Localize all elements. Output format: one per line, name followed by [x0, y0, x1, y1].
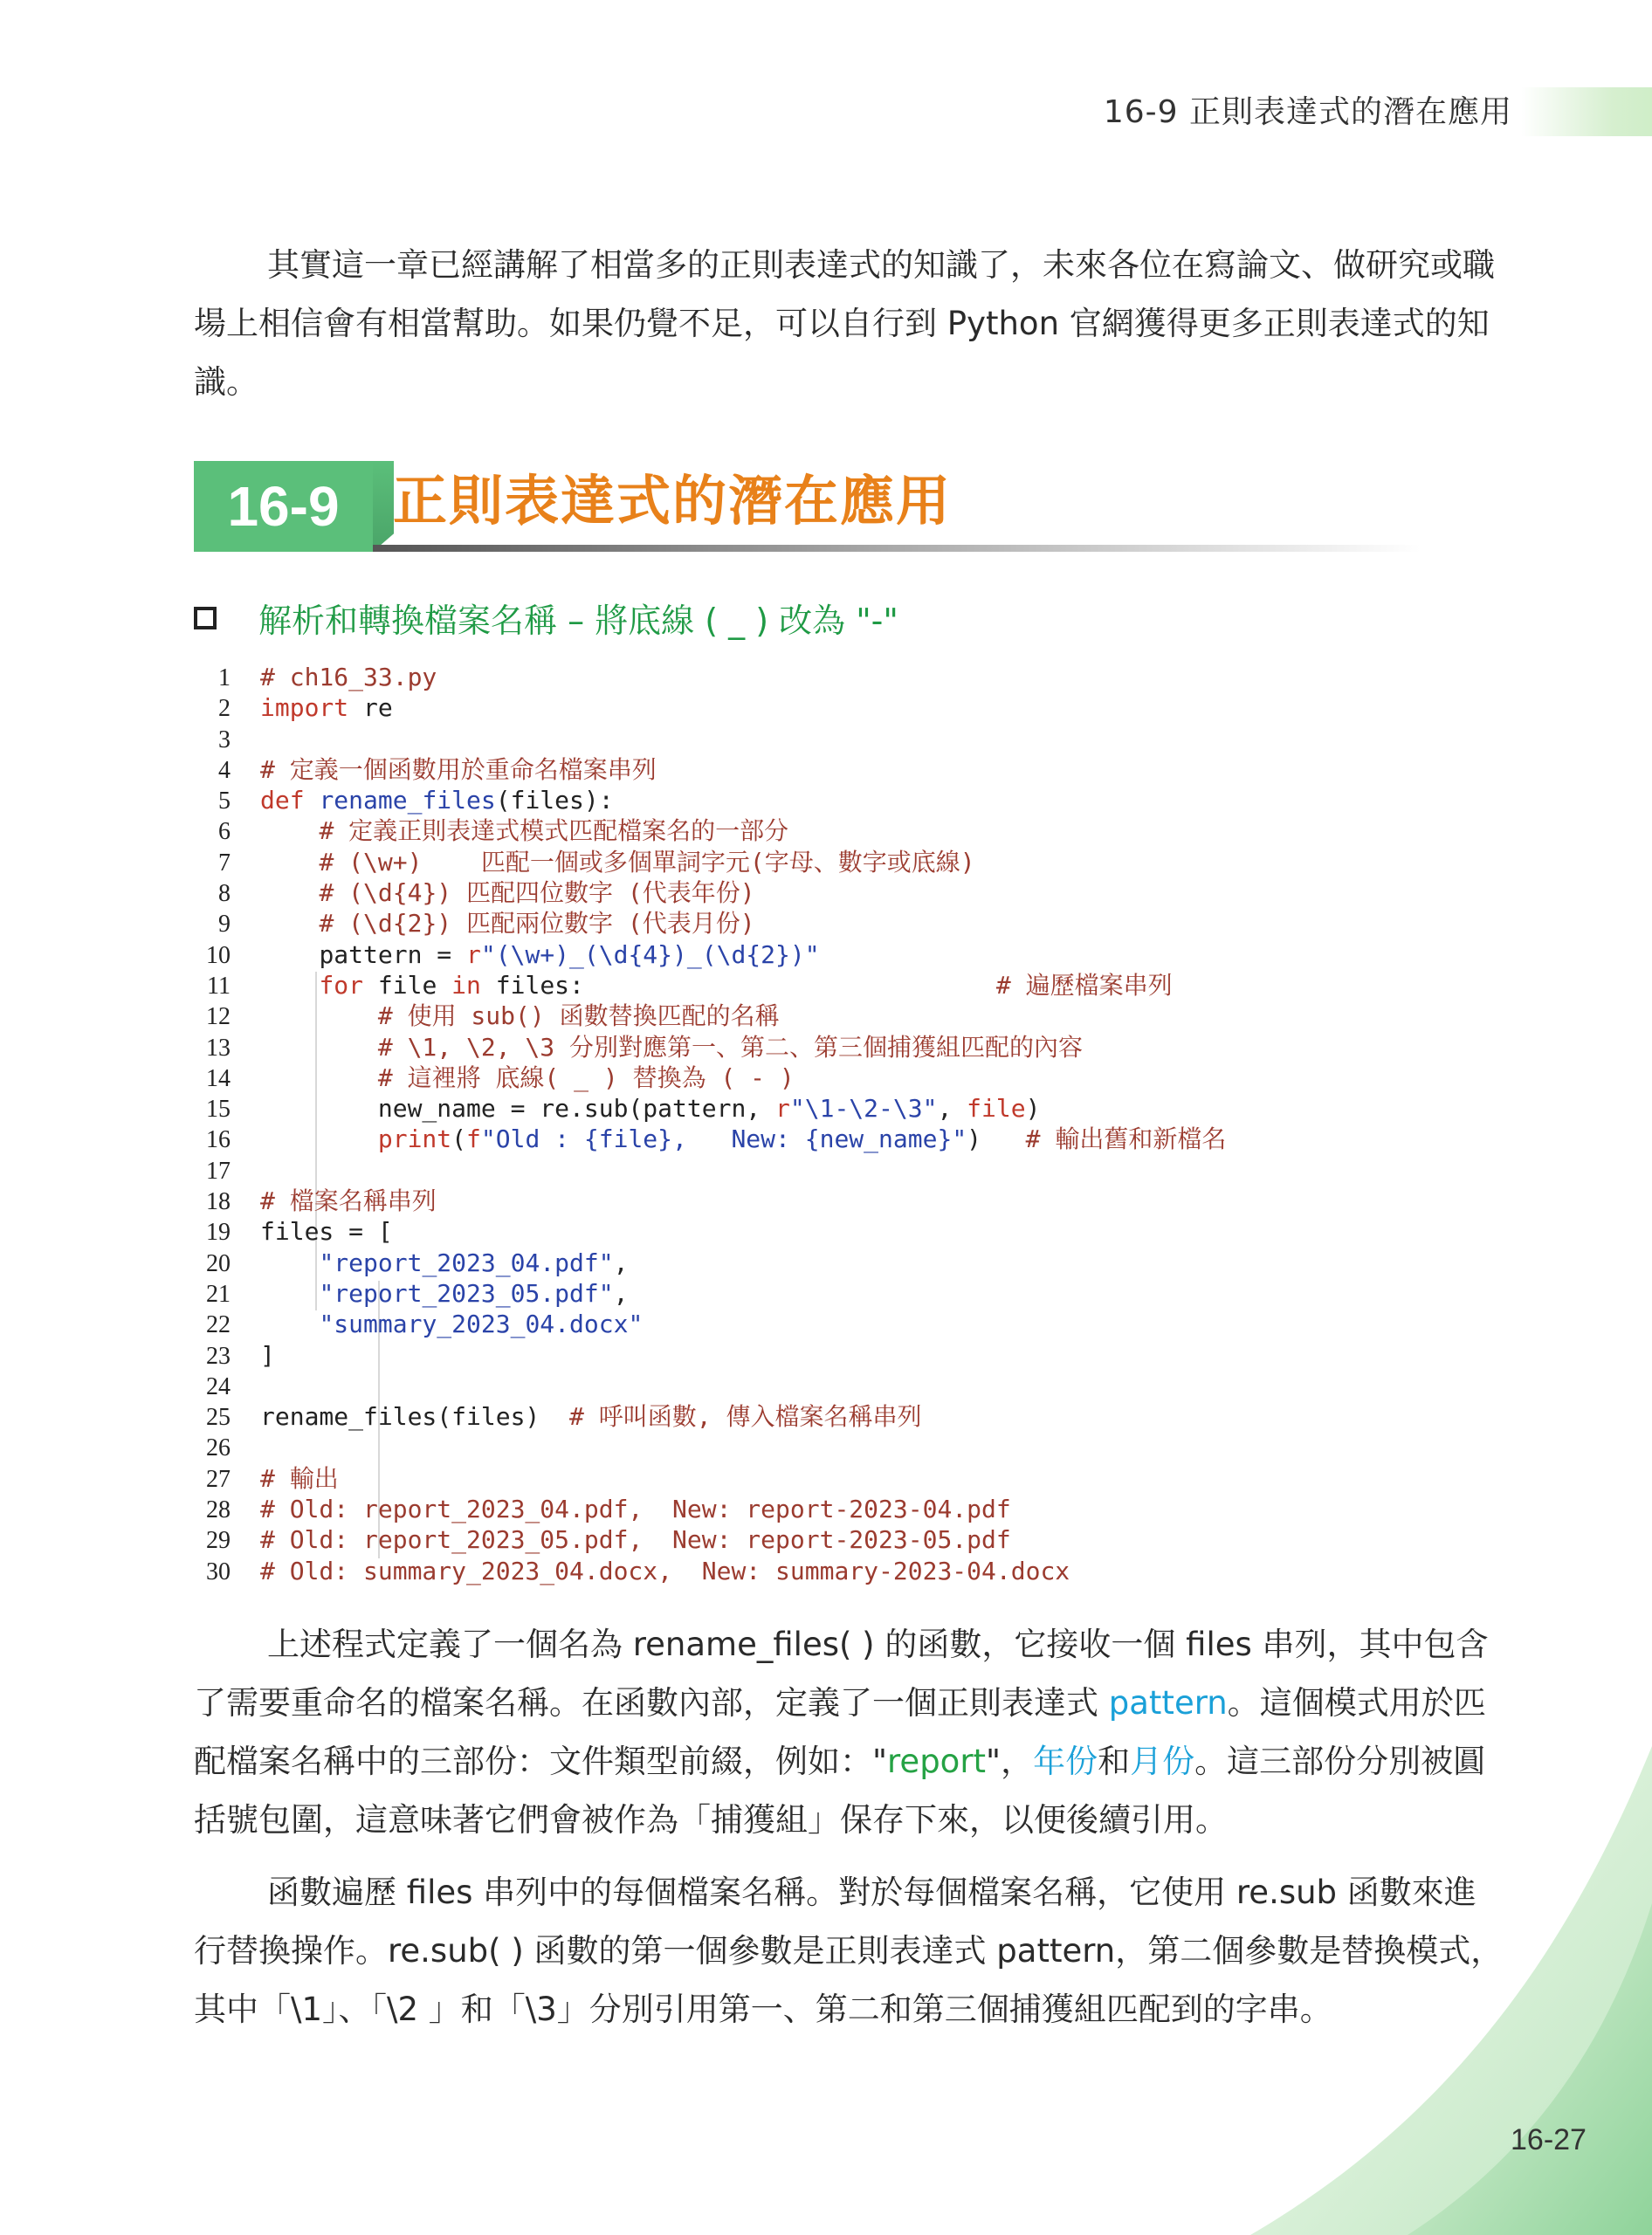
code-token: "report_2023_04.pdf" — [319, 1248, 614, 1277]
code-indent — [260, 1033, 378, 1062]
line-number: 20 — [206, 1249, 231, 1277]
code-indent — [260, 1094, 378, 1123]
line-number: 16 — [206, 1126, 231, 1154]
code-token: pattern = — [319, 939, 467, 969]
running-header: 16-9 正則表達式的潛在應用 — [1103, 94, 1512, 130]
code-token: # (\d{2}) 匹配兩位數字 (代表月份) — [319, 909, 755, 939]
code-line — [194, 1524, 1504, 1555]
code-line — [194, 692, 1504, 723]
code-line — [194, 1432, 1504, 1462]
section-underline — [373, 545, 1421, 552]
code-indent — [260, 971, 319, 1000]
section-heading — [194, 461, 1224, 552]
code-token: # Old: summary_2023_04.docx, New: summary-2023-04.docx — [260, 1556, 1070, 1585]
code-line — [194, 1093, 1504, 1124]
section-title: 正則表達式的潛在應用 — [393, 469, 953, 533]
code-token: ] — [260, 1340, 275, 1370]
code-token: "\1-\2-\3" — [789, 1094, 938, 1124]
line-number: 13 — [206, 1034, 231, 1062]
code-token: "report_2023_05.pdf" — [319, 1278, 614, 1308]
line-number: 24 — [206, 1372, 231, 1400]
code-token: # (\w+) 匹配一個或多個單詞字元(字母、數字或底線) — [319, 847, 975, 877]
code-line — [194, 1494, 1504, 1524]
code-line — [194, 662, 1504, 692]
code-line — [194, 1186, 1504, 1216]
code-indent — [260, 1310, 319, 1338]
code-line — [194, 754, 1504, 785]
code-indent — [260, 1248, 319, 1277]
line-number: 25 — [206, 1404, 231, 1432]
code-token: # 輸出 — [260, 1463, 339, 1493]
code-token: # (\d{4}) 匹配四位數字 (代表年份) — [319, 878, 755, 908]
code-line — [194, 724, 1504, 754]
code-token: # 定義一個函數用於重命名檔案串列 — [260, 754, 657, 784]
code-indent — [260, 909, 319, 938]
line-number: 4 — [218, 756, 231, 784]
para1-text: 。這三部份分別被圓括號包圍，這意味著它們會被作為「捕獲組」保存下來，以便後續引用。 — [194, 1743, 1486, 1839]
code-line — [194, 1155, 1504, 1186]
code-token: re — [348, 693, 393, 723]
line-number: 5 — [218, 787, 231, 815]
code-line — [194, 847, 1504, 877]
code-indent — [260, 1001, 378, 1030]
code-token: # Old: report_2023_04.pdf, New: report-2023-04.pdf — [260, 1495, 1011, 1524]
line-number: 10 — [206, 941, 231, 969]
code-line — [194, 1001, 1504, 1031]
line-number: 12 — [206, 1003, 231, 1031]
code-token: rename_files(files) — [260, 1402, 570, 1432]
line-number: 9 — [218, 911, 231, 939]
code-listing — [194, 662, 1504, 1586]
code-indent — [260, 848, 319, 877]
code-line — [194, 1216, 1504, 1247]
code-line — [194, 877, 1504, 908]
code-token: files = [ — [260, 1217, 393, 1247]
subheading — [194, 594, 898, 642]
code-line — [194, 908, 1504, 939]
code-token: ( — [451, 1124, 467, 1154]
code-token: r — [775, 1094, 790, 1124]
code-line — [194, 1278, 1504, 1309]
explanation-paragraph-2: 函數遍歷 files 串列中的每個檔案名稱。對於每個檔案名稱，它使用 re.sub 函數來進行替換操作。re.sub( ) 函數的第一個參數是正則表達式 pattern，第二個參數是替換模式，其中「\1」、「\2 」和「\3」分別引用第一、第二和第三個捕獲組匹配到的字串。 — [194, 1874, 1504, 2028]
code-token: # 使用 sub() 函數替換匹配的名稱 — [377, 1001, 780, 1031]
code-line — [194, 939, 1504, 970]
line-number: 26 — [206, 1434, 231, 1462]
line-number: 14 — [206, 1064, 231, 1092]
code-token: print — [377, 1124, 452, 1154]
code-line — [194, 1032, 1504, 1062]
code-token: ) — [967, 1124, 1026, 1154]
pattern-highlight: pattern — [1108, 1684, 1228, 1722]
code-indent — [260, 1279, 319, 1308]
code-token: "Old : {file}, New: {new_name}" — [480, 1124, 967, 1154]
code-line — [194, 1463, 1504, 1494]
section-number-badge: 16-9 — [194, 461, 373, 552]
code-line — [194, 1248, 1504, 1278]
checkbox-bullet-icon — [194, 607, 217, 629]
code-token: rename_files — [319, 786, 496, 815]
line-number: 1 — [218, 664, 231, 691]
line-number: 7 — [218, 849, 231, 877]
line-number: 18 — [206, 1188, 231, 1216]
code-token: # Old: report_2023_05.pdf, New: report-2023-05.pdf — [260, 1525, 1011, 1555]
code-indent — [260, 816, 319, 845]
code-line — [194, 1401, 1504, 1432]
code-token: (files): — [495, 786, 614, 815]
code-token: , — [613, 1248, 629, 1277]
line-number: 6 — [218, 818, 231, 846]
code-token: , — [937, 1094, 967, 1124]
line-number: 3 — [218, 726, 231, 753]
code-token: in — [451, 970, 481, 1000]
line-number: 27 — [206, 1465, 231, 1493]
line-number: 28 — [206, 1496, 231, 1524]
code-token: , — [613, 1278, 629, 1308]
code-token: f — [466, 1124, 481, 1154]
report-highlight: report — [887, 1743, 987, 1780]
code-token: new_name = re.sub(pattern, — [377, 1094, 776, 1124]
code-line — [194, 1556, 1504, 1586]
para1-text: 和 — [1098, 1743, 1131, 1780]
code-token: ) — [1025, 1094, 1041, 1124]
code-token: # 這裡將 底線( _ ) 替換為 ( - ) — [377, 1062, 795, 1092]
code-line — [194, 815, 1504, 846]
code-token: import — [260, 693, 349, 723]
line-number: 8 — [218, 880, 231, 908]
code-indent — [260, 1063, 378, 1092]
line-number: 22 — [206, 1311, 231, 1339]
code-token: # 檔案名稱串列 — [260, 1186, 437, 1216]
subheading-text: 解析和轉換檔案名稱 – 將底線 ( _ ) 改為 "-" — [258, 602, 898, 640]
code-token: "(\w+)_(\d{4})_(\d{2})" — [480, 939, 820, 969]
code-token: def — [260, 786, 305, 815]
month-highlight: 月份 — [1130, 1743, 1195, 1780]
code-token: file — [967, 1094, 1026, 1124]
code-token: # 輸出舊和新檔名 — [1025, 1124, 1227, 1154]
code-indent — [260, 1124, 378, 1153]
code-indent — [260, 940, 319, 969]
code-token: file — [363, 970, 452, 1000]
code-line — [194, 1124, 1504, 1154]
code-token: # \1, \2, \3 分別對應第一、第二、第三個捕獲組匹配的內容 — [377, 1032, 1084, 1062]
line-number: 11 — [207, 972, 231, 1000]
code-token: "summary_2023_04.docx" — [319, 1310, 644, 1339]
line-number: 15 — [206, 1096, 231, 1124]
year-highlight: 年份 — [1033, 1743, 1098, 1780]
code-token: r — [466, 939, 481, 969]
header-tab-decoration — [1521, 87, 1652, 136]
code-token: # 定義正則表達式模式匹配檔案名的一部分 — [319, 816, 789, 846]
para1-text: 。這個模式用於匹配檔案名稱中的三部份：文件類型前綴，例如：" — [194, 1684, 1486, 1780]
code-line — [194, 1309, 1504, 1339]
code-token: for — [319, 970, 364, 1000]
code-token: files: — [480, 970, 996, 1000]
code-indent — [260, 878, 319, 907]
code-token: # ch16_33.py — [260, 663, 437, 691]
code-token: # 遍歷檔案串列 — [995, 970, 1173, 1000]
line-number: 21 — [206, 1280, 231, 1308]
code-line — [194, 970, 1504, 1001]
section-badge-shade — [373, 461, 394, 552]
line-number: 29 — [206, 1527, 231, 1555]
line-number: 2 — [218, 695, 231, 723]
code-token — [305, 786, 320, 815]
intro-paragraph: 其實這一章已經講解了相當多的正則表達式的知識了，未來各位在寫論文、做研究或職場上相信會有相當幫助。如果仍覺不足，可以自行到 Python 官網獲得更多正則表達式的知識。 — [194, 246, 1495, 401]
code-token: # 呼叫函數, 傳入檔案名稱串列 — [569, 1402, 922, 1432]
code-line — [194, 1371, 1504, 1401]
code-line — [194, 1062, 1504, 1093]
page-number: 16-27 — [1511, 2123, 1587, 2156]
corner-decoration — [1198, 1746, 1652, 2235]
para1-text: 上述程式定義了一個名為 rename_files( ) 的函數，它接收一個 files 串列，其中包含了需要重命名的檔案名稱。在函數內部，定義了一個正則表達式 — [194, 1626, 1489, 1722]
line-number: 19 — [206, 1219, 231, 1247]
para1-text: "， — [986, 1743, 1034, 1780]
code-line — [194, 785, 1504, 815]
line-number: 30 — [206, 1558, 231, 1585]
line-number: 23 — [206, 1342, 231, 1370]
code-line — [194, 1340, 1504, 1371]
line-number: 17 — [206, 1157, 231, 1185]
